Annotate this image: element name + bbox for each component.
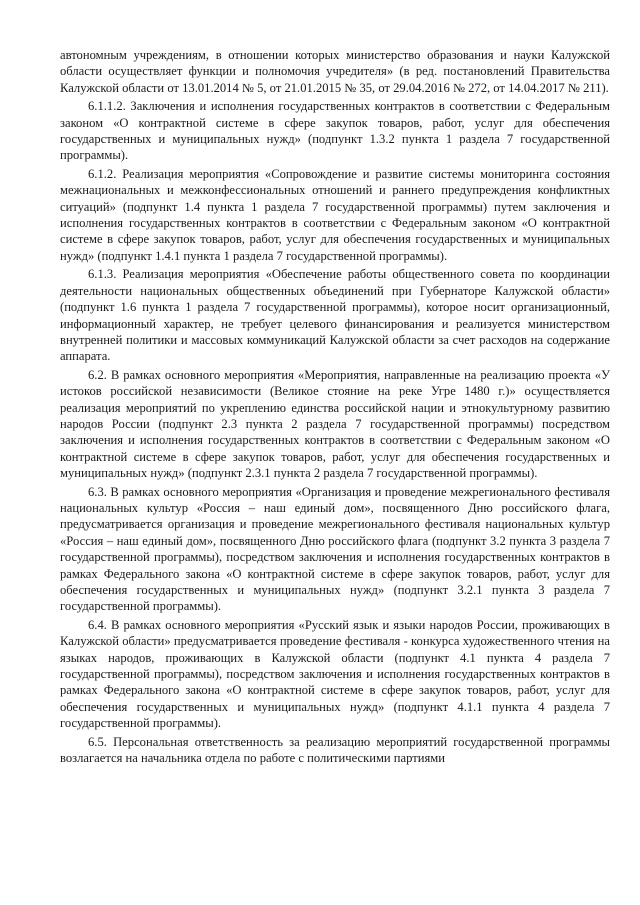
- paragraph-6-4: 6.4. В рамках основного мероприятия «Русский язык и языки народов России, проживающих в Калужской области» предусматривается проведение фестиваля - конкурса художественного чтения на языках народов, проживающих в Калужской области (подпункт 4.1 пункта 4 раздела 7 государственной программы), посредством заключения и исполнения государственных контрактов в рамках Федерального закона «О контрактной системе в сфере закупок товаров, работ, услуг для обеспечения государственных и муниципальных нужд» (подпункт 4.1.1 пункта 4 раздела 7 государственной программы).: [60, 617, 610, 731]
- paragraph-6-5: 6.5. Персональная ответственность за реализацию мероприятий государственной программы возлагается на начальника отдела по работе с политическими партиями: [60, 734, 610, 766]
- paragraph-6-2: 6.2. В рамках основного мероприятия «Мероприятия, направленные на реализацию проекта «У истоков российской независимости (Великое стояние на реке Угре 1480 г.)» осуществляется реализация мероприятий по укреплению единства российской нации и этнокультурному развитию народов России (подпункт 2.3 пункта 2 раздела 7 государственной программы) посредством заключения и исполнения государственных контрактов в соответствии с Федеральным законом «О контрактной системе в сфере закупок товаров, работ, услуг для обеспечения государственных и муниципальных нужд» (подпункт 2.3.1 пункта 2 раздела 7 государственной программы).: [60, 367, 610, 481]
- paragraph-6-3: 6.3. В рамках основного мероприятия «Организация и проведение межрегионального фестиваля национальных культур «Россия – наш единый дом», посвященного Дню российского флага, предусматривается организация и проведение межрегионального фестиваля национальных культур «Россия – наш единый дом», посвященного Дню российского флага (подпункт 3.2 пункта 3 раздела 7 государственной программы), посредством заключения и исполнения государственных контрактов в рамках Федерального закона «О контрактной системе в сфере закупок товаров, работ, услуг для обеспечения государственных и муниципальных нужд» (подпункт 3.2.1 пункта 3 раздела 7 государственной программы).: [60, 484, 610, 614]
- paragraph-continuation: автономным учреждениям, в отношении которых министерство образования и науки Калужской области осуществляет функции и полномочия учредителя» (в ред. постановлений Правительства Калужской области от 13.01.2014 № 5, от 21.01.2015 № 35, от 29.04.2016 № 272, от 14.04.2017 № 211).: [60, 48, 610, 95]
- paragraph-6-1-3: 6.1.3. Реализация мероприятия «Обеспечение работы общественного совета по координации деятельности национальных общественных объединений при Губернаторе Калужской области» (подпункт 1.6 пункта 1 раздела 7 государственной программы), которое носит организационный, информационный характер, не требует целевого финансирования и реализуется министерством внутренней политики и массовых коммуникаций Калужской области за счет расходов на содержание аппарата.: [60, 267, 610, 364]
- paragraph-6-1-1-2: 6.1.1.2. Заключения и исполнения государственных контрактов в соответствии с Федеральным законом «О контрактной системе в сфере закупок товаров, работ, услуг для обеспечения государственных и муниципальных нужд» (подпункт 1.3.2 пункта 1 раздела 7 государственной программы).: [60, 99, 610, 163]
- paragraph-6-1-2: 6.1.2. Реализация мероприятия «Сопровождение и развитие системы мониторинга состояния межнациональных и межконфессиональных отношений и раннего предупреждения конфликтных ситуаций» (подпункт 1.4 пункта 1 раздела 7 государственной программы) путем заключения и исполнения государственных контрактов в соответствии с Федеральным законом «О контрактной системе в сфере закупок товаров, работ, услуг для обеспечения государственных и муниципальных нужд» (подпункт 1.4.1 пункта 1 раздела 7 государственной программы).: [60, 166, 610, 263]
